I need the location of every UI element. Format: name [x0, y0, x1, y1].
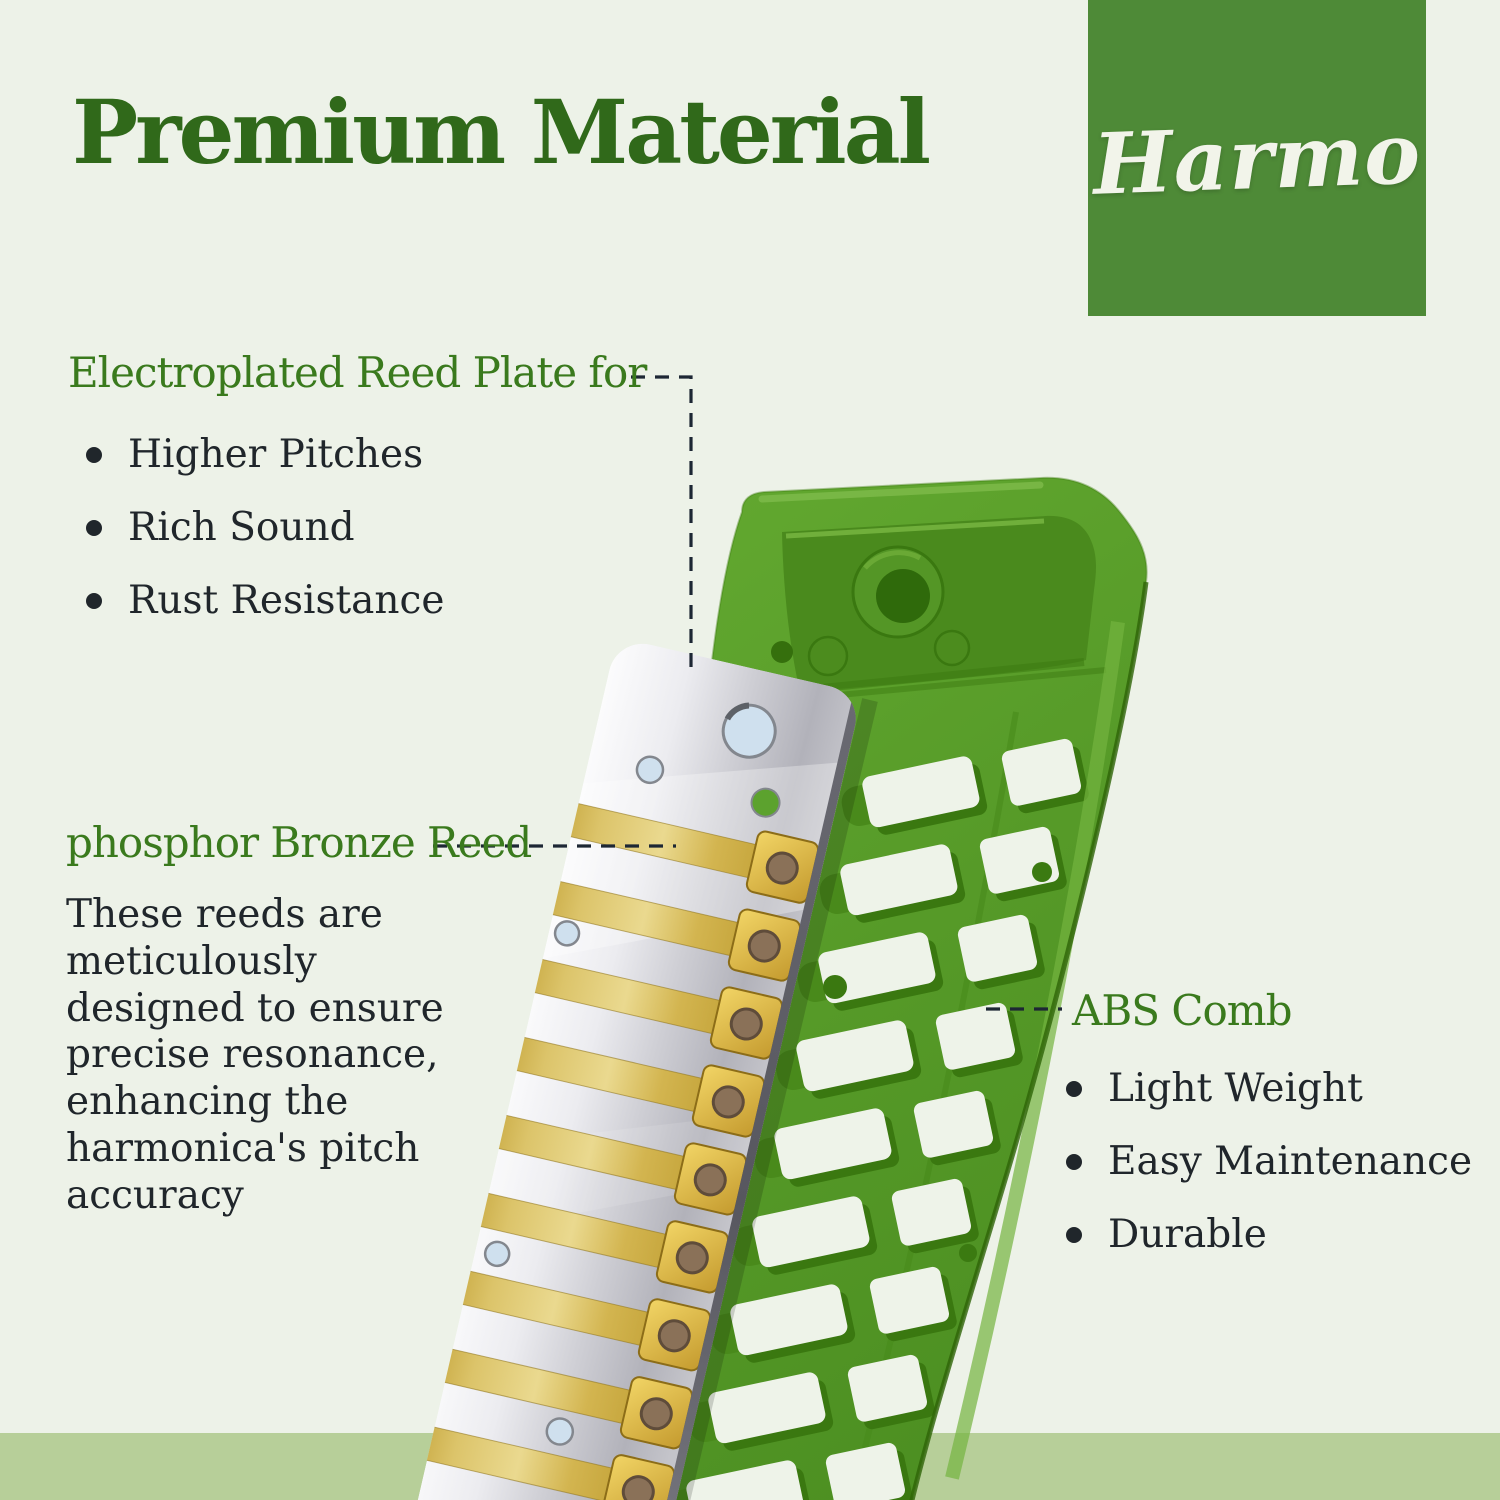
bullet-dot-icon	[86, 593, 102, 609]
list-item	[1066, 1066, 1472, 1111]
label-phosphor-bronze-reed: phosphor Bronze Reed	[66, 818, 532, 867]
label-abs-comb: ABS Comb	[1072, 986, 1292, 1035]
list-item	[1066, 1139, 1472, 1184]
bullet-dot-icon	[1066, 1154, 1082, 1170]
abs-comb-benefits-list	[1066, 1066, 1472, 1285]
list-item	[86, 578, 444, 623]
bronze-reed-description: These reeds are meticulously designed to ensure precise resonance, enhancing the harmonica's pitch accuracy	[66, 892, 444, 1218]
bullet-label: Higher Pitches	[128, 432, 424, 477]
list-item	[86, 432, 444, 477]
bullet-dot-icon	[86, 447, 102, 463]
brand-logo-text: Harmo	[1091, 102, 1423, 214]
bullet-label: Easy Maintenance	[1108, 1139, 1473, 1184]
leader-reed-plate	[631, 377, 691, 668]
list-item	[86, 505, 444, 550]
bullet-label: Light Weight	[1108, 1066, 1363, 1111]
bullet-dot-icon	[1066, 1081, 1082, 1097]
bullet-label: Durable	[1108, 1212, 1267, 1257]
page-title: Premium Material	[72, 80, 929, 184]
bullet-label: Rust Resistance	[128, 578, 445, 623]
label-electroplated-reed-plate: Electroplated Reed Plate for	[68, 348, 647, 397]
reed-plate-benefits-list	[86, 432, 444, 651]
bullet-dot-icon	[1066, 1227, 1082, 1243]
bullet-dot-icon	[86, 520, 102, 536]
bullet-label: Rich Sound	[128, 505, 355, 550]
brand-logo-box	[1088, 0, 1426, 316]
list-item	[1066, 1212, 1472, 1257]
